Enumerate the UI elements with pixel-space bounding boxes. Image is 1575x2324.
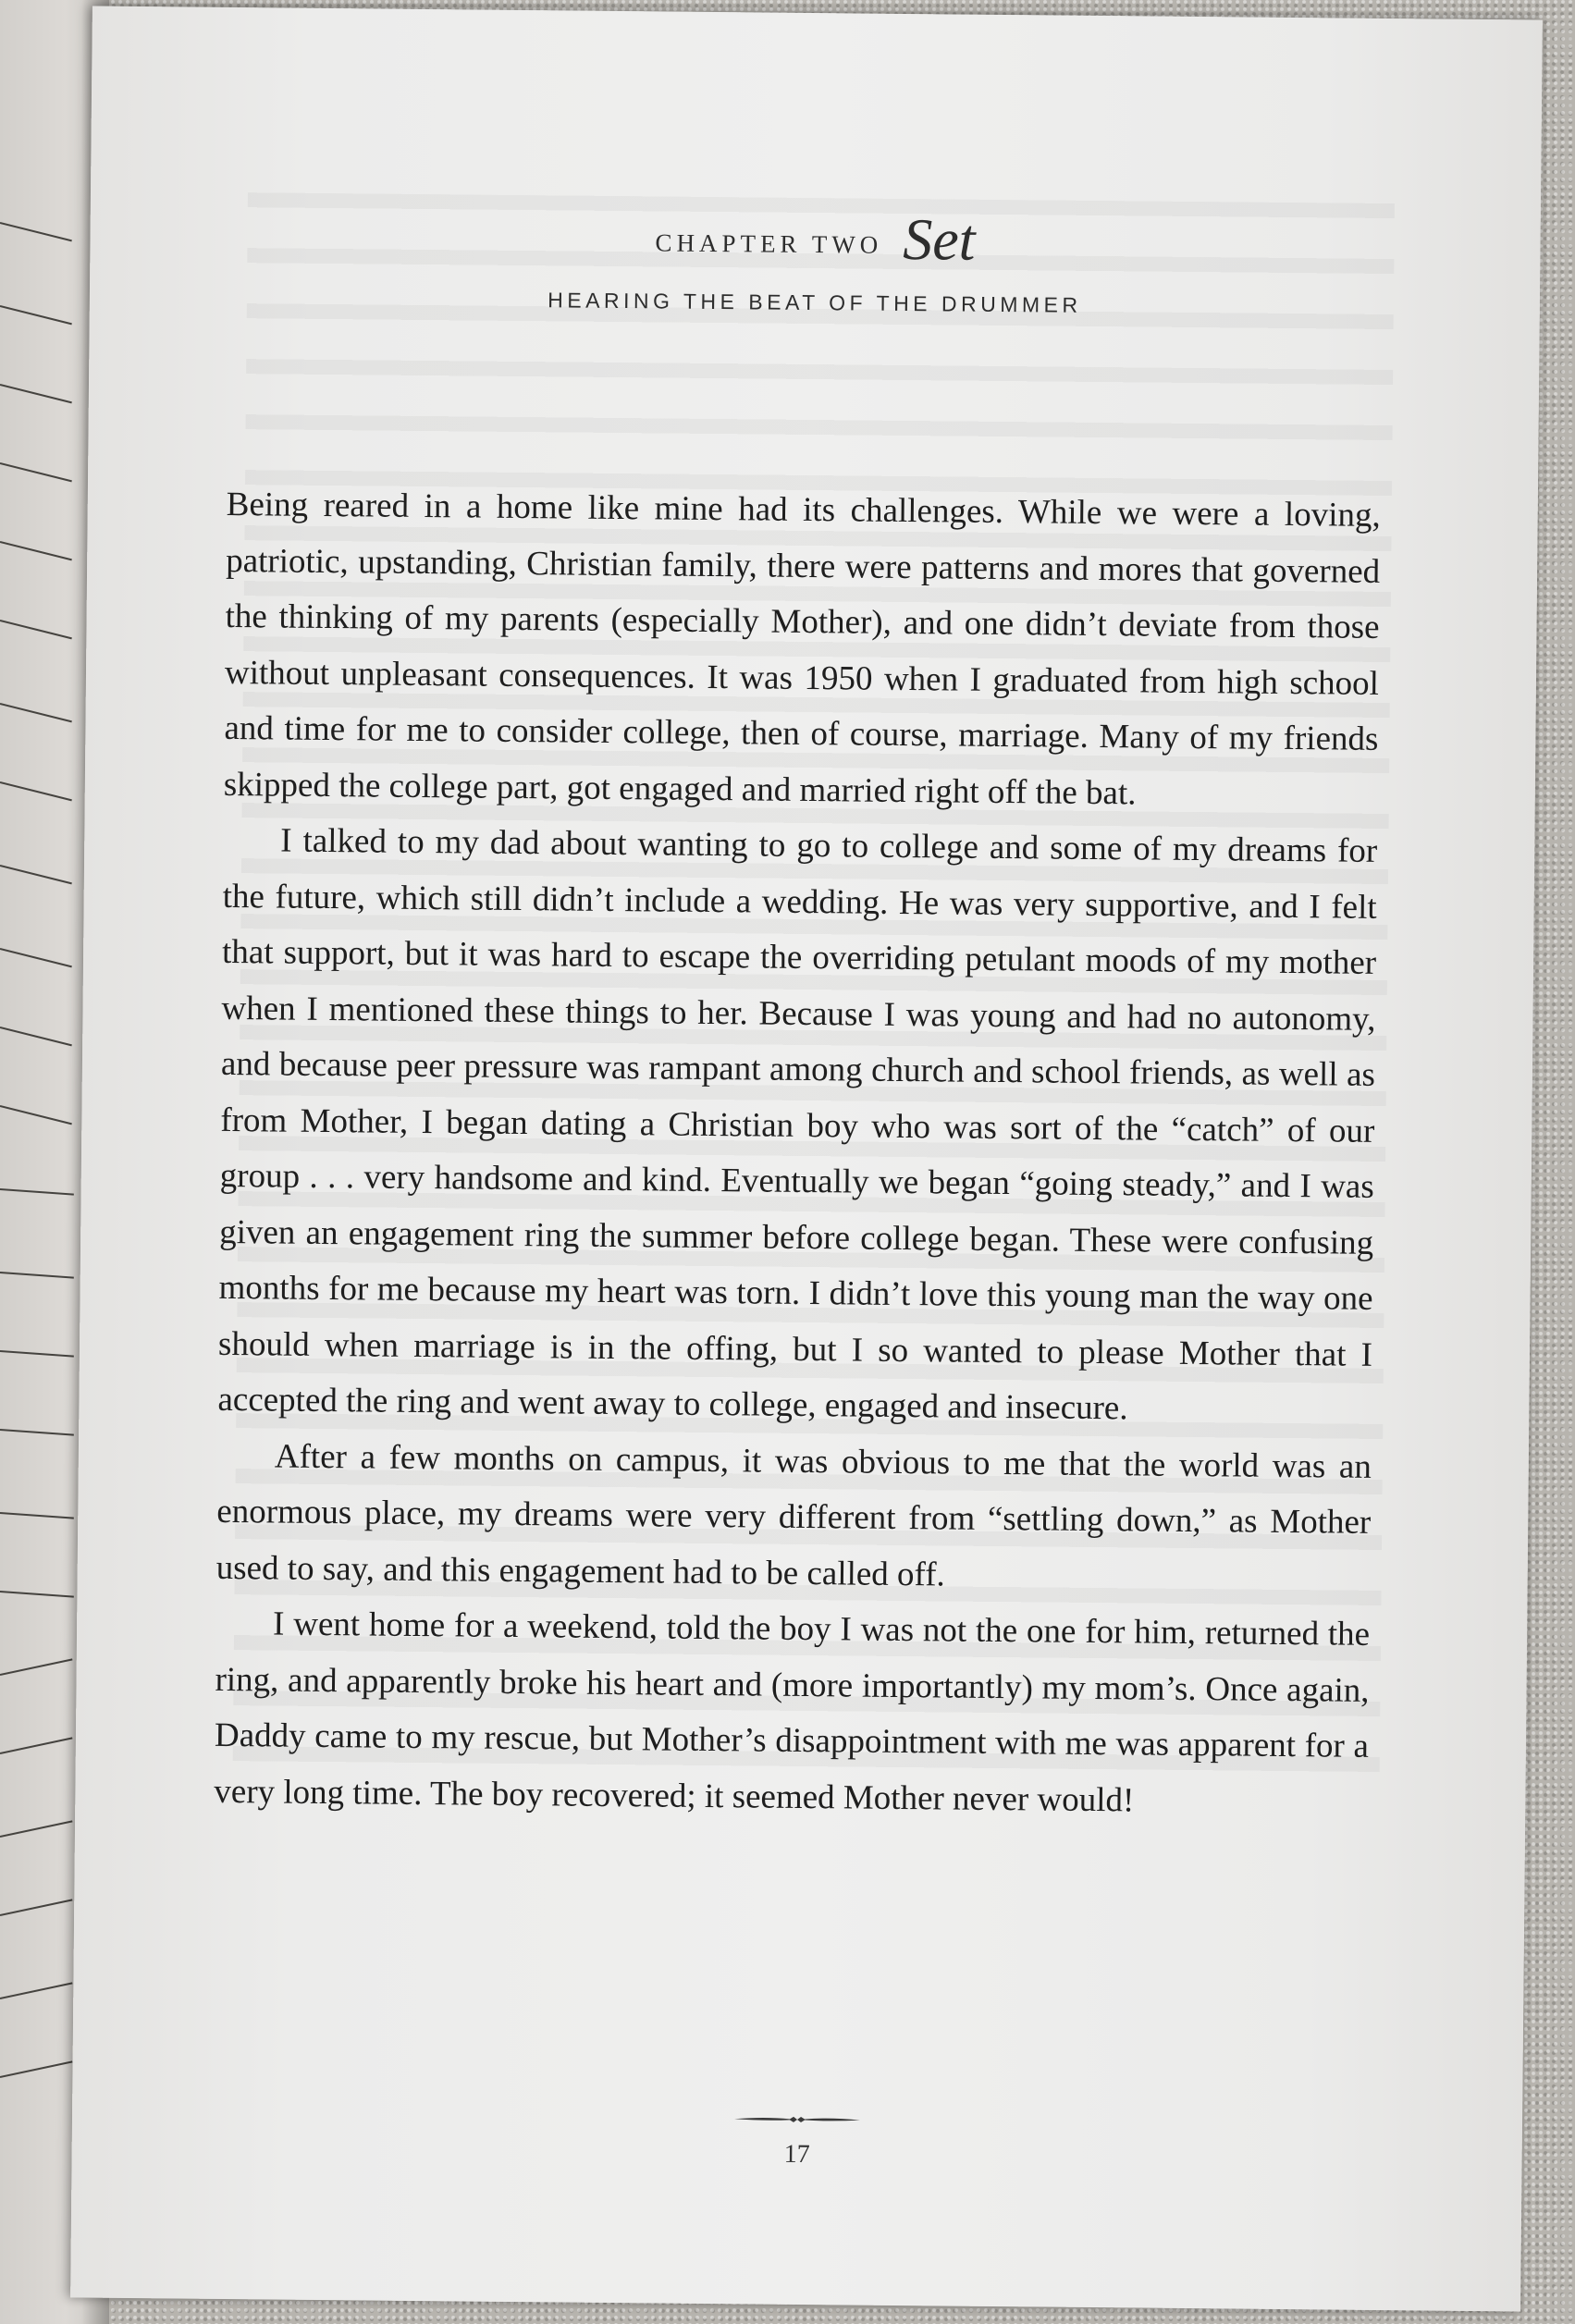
adjacent-page-rule — [0, 384, 72, 403]
chapter-label: CHAPTER TWO — [655, 227, 883, 259]
flourish-divider-icon — [72, 2107, 1522, 2132]
adjacent-page-rule — [0, 1512, 74, 1519]
paragraph-3: After a few months on campus, it was obvious to me that the world was an enormous place, my dreams were very different from “settling down,” as Mother used to say, and this engagement had to be called off. — [215, 1436, 1372, 1593]
adjacent-page-rule — [0, 620, 72, 639]
paragraph-1: Being reared in a home like mine had its challenges. While we were a loving, patriotic, upstanding, Christian family, there were patterns and mores that governed the thinking of my parents (especially Mother), and one didn’t deviate from those without unpleasant consequences. It was 1950 when I graduated from high school and time for me to consider college, then of course, marriage. Many of my friends skipped the college part, got engaged and married right off the bat. — [223, 485, 1381, 812]
chapter-subtitle: HEARING THE BEAT OF THE DRUMMER — [548, 288, 1082, 317]
adjacent-page-rule — [0, 1591, 74, 1598]
chapter-heading — [90, 205, 1541, 281]
adjacent-page-rule — [0, 1272, 74, 1279]
adjacent-page-rule — [0, 1820, 72, 1838]
chapter-script-word: Set — [902, 205, 976, 273]
page-number: 17 — [783, 2139, 810, 2170]
adjacent-page-rule — [0, 948, 72, 967]
adjacent-page-rule — [0, 1737, 72, 1754]
adjacent-page-rule — [0, 1658, 72, 1676]
adjacent-page-rule — [0, 865, 72, 884]
adjacent-page-rule — [0, 1429, 74, 1436]
adjacent-page-rule — [0, 541, 72, 560]
adjacent-page-rule — [0, 703, 72, 722]
adjacent-page-rule — [0, 462, 72, 482]
adjacent-page-rule — [0, 1105, 72, 1125]
paragraph-4: I went home for a weekend, told the boy I was not the one for him, returned the ring, and apparently broke his heart and (more importantly) my mom’s. Once again, Daddy came to my rescue, but Mother’s disappointment with me was apparent for a very long time. The boy recovered; it seemed Mother never would! — [214, 1605, 1371, 1819]
adjacent-page-rule — [0, 1188, 74, 1196]
adjacent-page-rule — [0, 1982, 72, 1999]
adjacent-page-rule — [0, 2060, 72, 2078]
adjacent-page-rule — [0, 781, 72, 801]
body-text — [214, 477, 1381, 1831]
adjacent-page-rule — [0, 222, 72, 241]
book-page — [70, 6, 1543, 2312]
adjacent-page-rule — [0, 305, 72, 325]
paragraph-2: I talked to my dad about wanting to go to college and some of my dreams for the future, which still didn’t include a wedding. He was very supportive, and I felt that support, but it was hard to escape the overriding petulant moods of my mother when I mentioned these things to her. Because I was young and had no autonomy, and because peer pressure was rampant among church and school friends, as well as from Mother, I began dating a Christian boy who was sort of the “catch” of our group . . . very handsome and kind. Eventually we began “going steady,” and I was given an engagement ring the summer before college began. These were confusing months for me because my heart was torn. I didn’t love this young man the way one should when marriage is in the offing, but I so wanted to please Mother that I accepted the ring and went away to college, engaged and insecure. — [217, 821, 1378, 1428]
chapter-header — [90, 205, 1541, 323]
adjacent-page-rule — [0, 1350, 74, 1358]
adjacent-page-rule — [0, 1027, 72, 1046]
adjacent-page-rule — [0, 1899, 72, 1916]
